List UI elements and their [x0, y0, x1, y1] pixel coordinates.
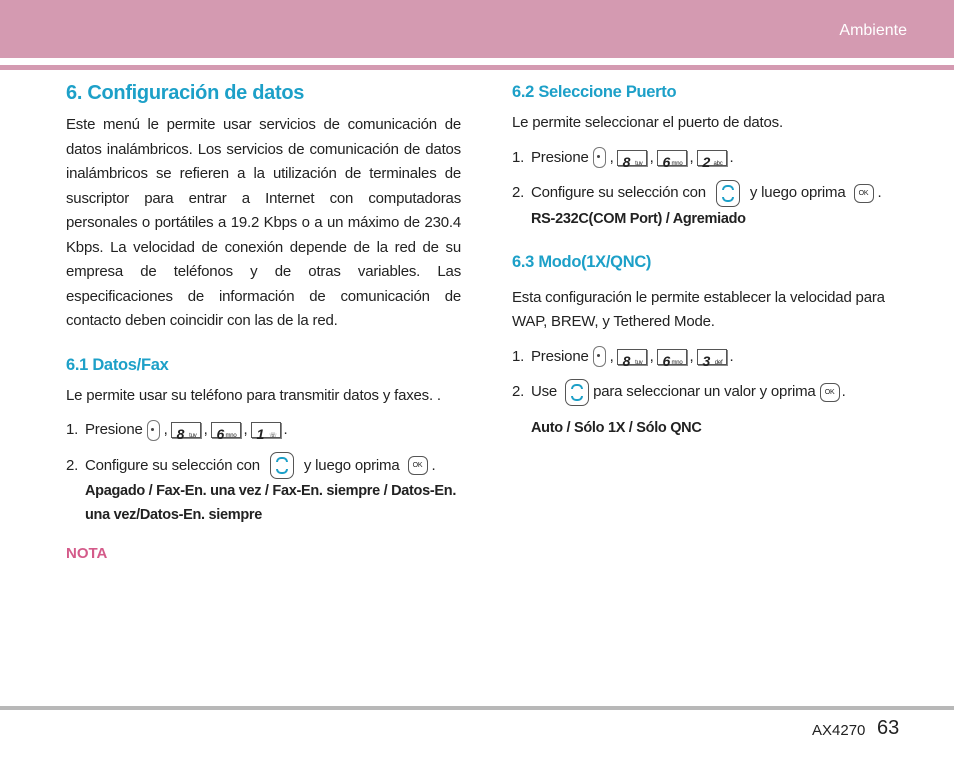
page-number: 63 — [877, 717, 900, 739]
key-digit: 6 — [662, 153, 671, 170]
key-letters: def — [714, 359, 723, 366]
period: . — [283, 421, 288, 438]
step-number: 1. — [512, 347, 525, 365]
comma: , — [649, 148, 654, 166]
period: . — [729, 347, 734, 365]
key-1-icon — [251, 422, 281, 442]
key-digit: 8 — [622, 352, 631, 369]
key-digit: 6 — [662, 352, 671, 369]
footer-divider — [0, 706, 954, 710]
step-number: 2. — [512, 383, 525, 400]
step-text: Configure su selección con — [531, 184, 706, 201]
section-6-2-description: Le permite seleccionar el puerto de datos. — [512, 114, 783, 131]
key-6-icon — [657, 150, 687, 170]
note-label: NOTA — [66, 545, 108, 562]
key-6-icon — [211, 422, 241, 442]
comma: , — [243, 421, 248, 438]
comma: , — [649, 347, 654, 365]
section-6-3-options: Auto / Sólo 1X / Sólo QNC — [531, 419, 702, 436]
step-number: 1. — [512, 148, 525, 166]
key-8-icon — [617, 150, 647, 170]
section-6-1-step-2 — [66, 452, 461, 479]
key-digit: 6 — [216, 426, 225, 442]
key-digit: 1 — [256, 426, 265, 442]
section-6-3-step-2 — [512, 379, 912, 406]
left-column — [66, 80, 461, 562]
page-header — [0, 0, 954, 58]
key-letters: abc — [713, 160, 723, 167]
step-text: Presione — [85, 421, 143, 438]
intro-paragraph: Este menú le permite usar servicios de comunicación de datos inalámbricos. Los servicios de comunicación de datos inalámbricos se refieren a la utilización de terminales de suscriptor para entrar a Internet con computadoras personales o portátiles a 19.2 Kbps o a un máximo de 230.4 Kbps. La velocidad de conexión depende de la red de su empresa de teléfonos y de otras variables. Las especificaciones de información de comunicación de contacto deben coincidir con las de la red. — [66, 116, 461, 329]
model-number: AX4270 — [812, 722, 866, 739]
comma: , — [609, 347, 614, 365]
key-letters: tuv — [635, 359, 643, 366]
key-digit: 2 — [702, 153, 711, 170]
step-text-middle: y luego oprima — [303, 456, 400, 474]
section-6-1-description: Le permite usar su teléfono para transmitir datos y faxes. . — [66, 386, 441, 404]
step-number: 2. — [66, 456, 79, 474]
section-6-2-step-2 — [512, 180, 912, 207]
comma: , — [609, 148, 614, 166]
section-6-3-title: 6.3 Modo(1X/QNC) — [512, 252, 652, 271]
header-divider — [0, 65, 954, 70]
section-title: Ambiente — [839, 22, 907, 39]
comma: , — [203, 421, 208, 438]
section-6-1-step-1 — [66, 418, 461, 442]
key-letters: mno — [225, 433, 237, 439]
ok-key-icon: OK — [820, 383, 840, 402]
step-number: 1. — [66, 421, 79, 438]
step-text: Presione — [531, 347, 589, 365]
key-8-icon — [617, 349, 647, 369]
comma: , — [689, 148, 694, 166]
key-letters: tuv — [635, 160, 643, 167]
step-text-middle: para seleccionar un valor y oprima — [593, 383, 816, 400]
section-6-2-step-1 — [512, 146, 912, 170]
navigation-key-icon — [270, 452, 294, 479]
send-key-icon — [593, 147, 606, 168]
section-6-2-title: 6.2 Seleccione Puerto — [512, 83, 677, 101]
key-letters: mno — [671, 359, 683, 366]
send-key-icon — [147, 420, 160, 441]
step-text: Use — [531, 383, 558, 400]
period: . — [841, 383, 846, 400]
section-6-2-options: RS-232C(COM Port) / Agremiado — [531, 210, 746, 227]
key-3-icon — [697, 349, 727, 369]
key-8-icon — [171, 422, 201, 442]
key-digit: 8 — [176, 426, 185, 442]
period: . — [729, 148, 734, 166]
step-text: Configure su selección con — [85, 456, 260, 474]
page-title: 6. Configuración de datos — [66, 82, 305, 104]
ok-key-icon: OK — [408, 456, 428, 475]
period: . — [431, 456, 436, 474]
step-number: 2. — [512, 184, 525, 201]
section-6-1-title: 6.1 Datos/Fax — [66, 355, 169, 374]
ok-key-icon: OK — [854, 184, 874, 203]
navigation-key-icon — [565, 379, 589, 406]
key-digit: 3 — [702, 352, 711, 369]
section-6-1-options: Apagado / Fax-En. una vez / Fax-En. siempre / Datos-En. una vez/Datos-En. siempre — [85, 483, 457, 523]
section-6-3-description: Esta configuración le permite establecer la velocidad para WAP, BREW, y Tethered Mode. — [512, 288, 885, 330]
navigation-key-icon — [716, 180, 740, 207]
key-letters: tuv — [189, 433, 197, 439]
send-key-icon — [593, 346, 606, 367]
key-2-icon — [697, 150, 727, 170]
key-letters: mno — [671, 160, 683, 167]
step-text-middle: y luego oprima — [749, 184, 846, 201]
period: . — [877, 184, 882, 201]
comma: , — [689, 347, 694, 365]
key-6-icon — [657, 349, 687, 369]
key-digit: 8 — [622, 153, 631, 170]
step-text: Presione — [531, 148, 589, 166]
key-letters: ☏ — [269, 433, 277, 439]
right-column — [512, 80, 912, 440]
comma: , — [163, 421, 168, 438]
section-6-3-step-1 — [512, 345, 912, 369]
